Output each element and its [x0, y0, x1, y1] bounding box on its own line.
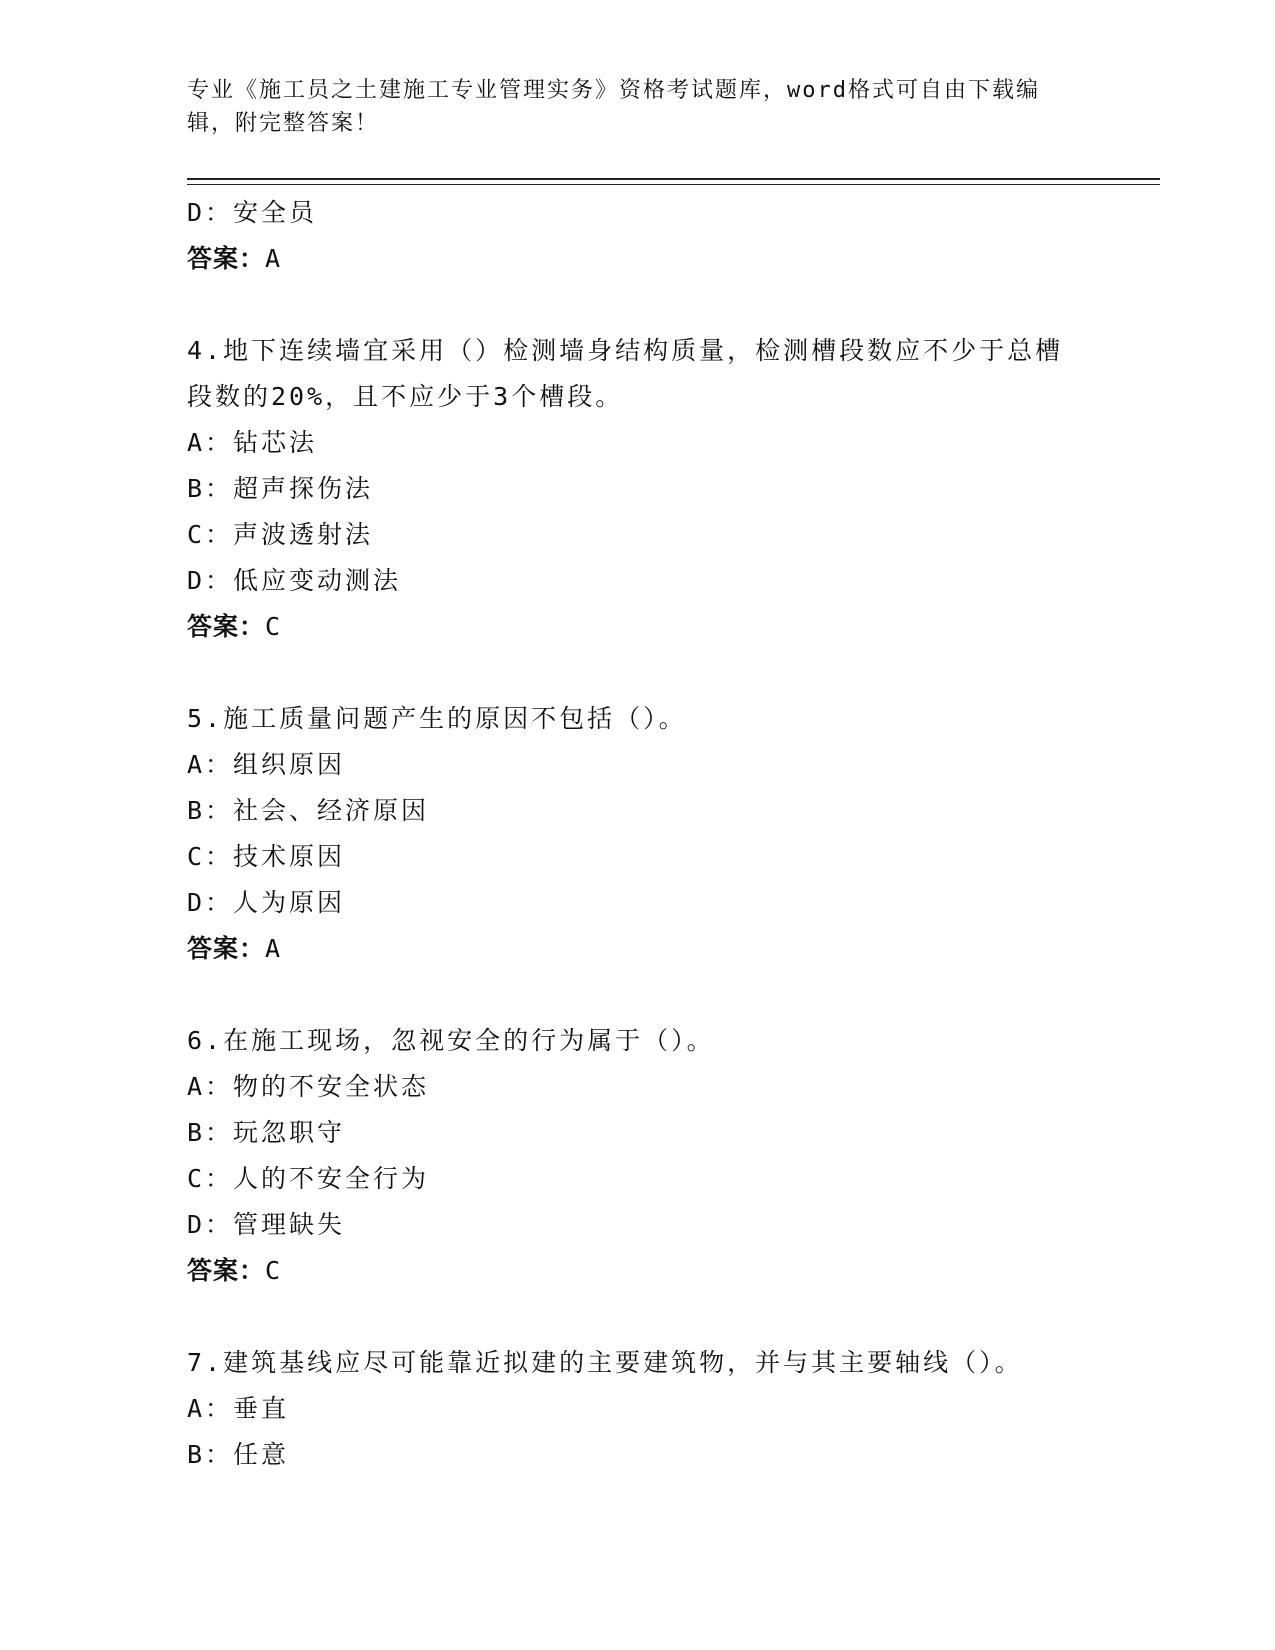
option-a: A：组织原因: [187, 750, 346, 779]
answer-line: [187, 926, 1087, 972]
answer-value: C: [265, 612, 282, 641]
option-b: B：玩忽职守: [187, 1118, 346, 1147]
spacer: [187, 282, 1087, 328]
option-a: A：垂直: [187, 1394, 290, 1423]
answer-line: [187, 1248, 1087, 1294]
answer-value: A: [265, 244, 282, 273]
answer-line: [187, 236, 1087, 282]
option-c: C：技术原因: [187, 842, 346, 871]
option-b: B：社会、经济原因: [187, 796, 430, 825]
option-d: D：管理缺失: [187, 1210, 346, 1239]
question-stem: 6.在施工现场，忽视安全的行为属于（）。: [187, 1026, 715, 1055]
document-header: 专业《施工员之土建施工专业管理实务》资格考试题库，word格式可自由下载编辑，附完整答案！: [187, 78, 1040, 136]
answer-line: [187, 604, 1087, 650]
answer-label: 答案：: [187, 1256, 266, 1285]
option-b: B：超声探伤法: [187, 474, 374, 503]
answer-value: C: [265, 1256, 282, 1285]
option-a: A：物的不安全状态: [187, 1072, 430, 1101]
option-c: C：声波透射法: [187, 520, 374, 549]
spacer: [187, 972, 1087, 1018]
spacer: [187, 1294, 1087, 1340]
option-a: A：钻芯法: [187, 428, 318, 457]
option-d: D：人为原因: [187, 888, 346, 917]
header-rule-thin: [187, 184, 1160, 185]
spacer: [187, 650, 1087, 696]
answer-label: 答案：: [187, 934, 266, 963]
answer-label: 答案：: [187, 612, 266, 641]
option-d: D：低应变动测法: [187, 566, 402, 595]
question-content: [187, 190, 1087, 1478]
question-stem: 5.施工质量问题产生的原因不包括（）。: [187, 704, 687, 733]
option-d: D：安全员: [187, 198, 318, 227]
answer-label: 答案：: [187, 244, 266, 273]
header-rule-thick: [187, 178, 1160, 180]
option-c: C：人的不安全行为: [187, 1164, 430, 1193]
answer-value: A: [265, 934, 282, 963]
option-b: B：任意: [187, 1440, 290, 1469]
question-stem: 7.建筑基线应尽可能靠近拟建的主要建筑物，并与其主要轴线（）。: [187, 1348, 1023, 1377]
question-stem: 4.地下连续墙宜采用（）检测墙身结构质量，检测槽段数应不少于总槽段数的20%，且不应少于3个槽段。: [187, 336, 1064, 411]
